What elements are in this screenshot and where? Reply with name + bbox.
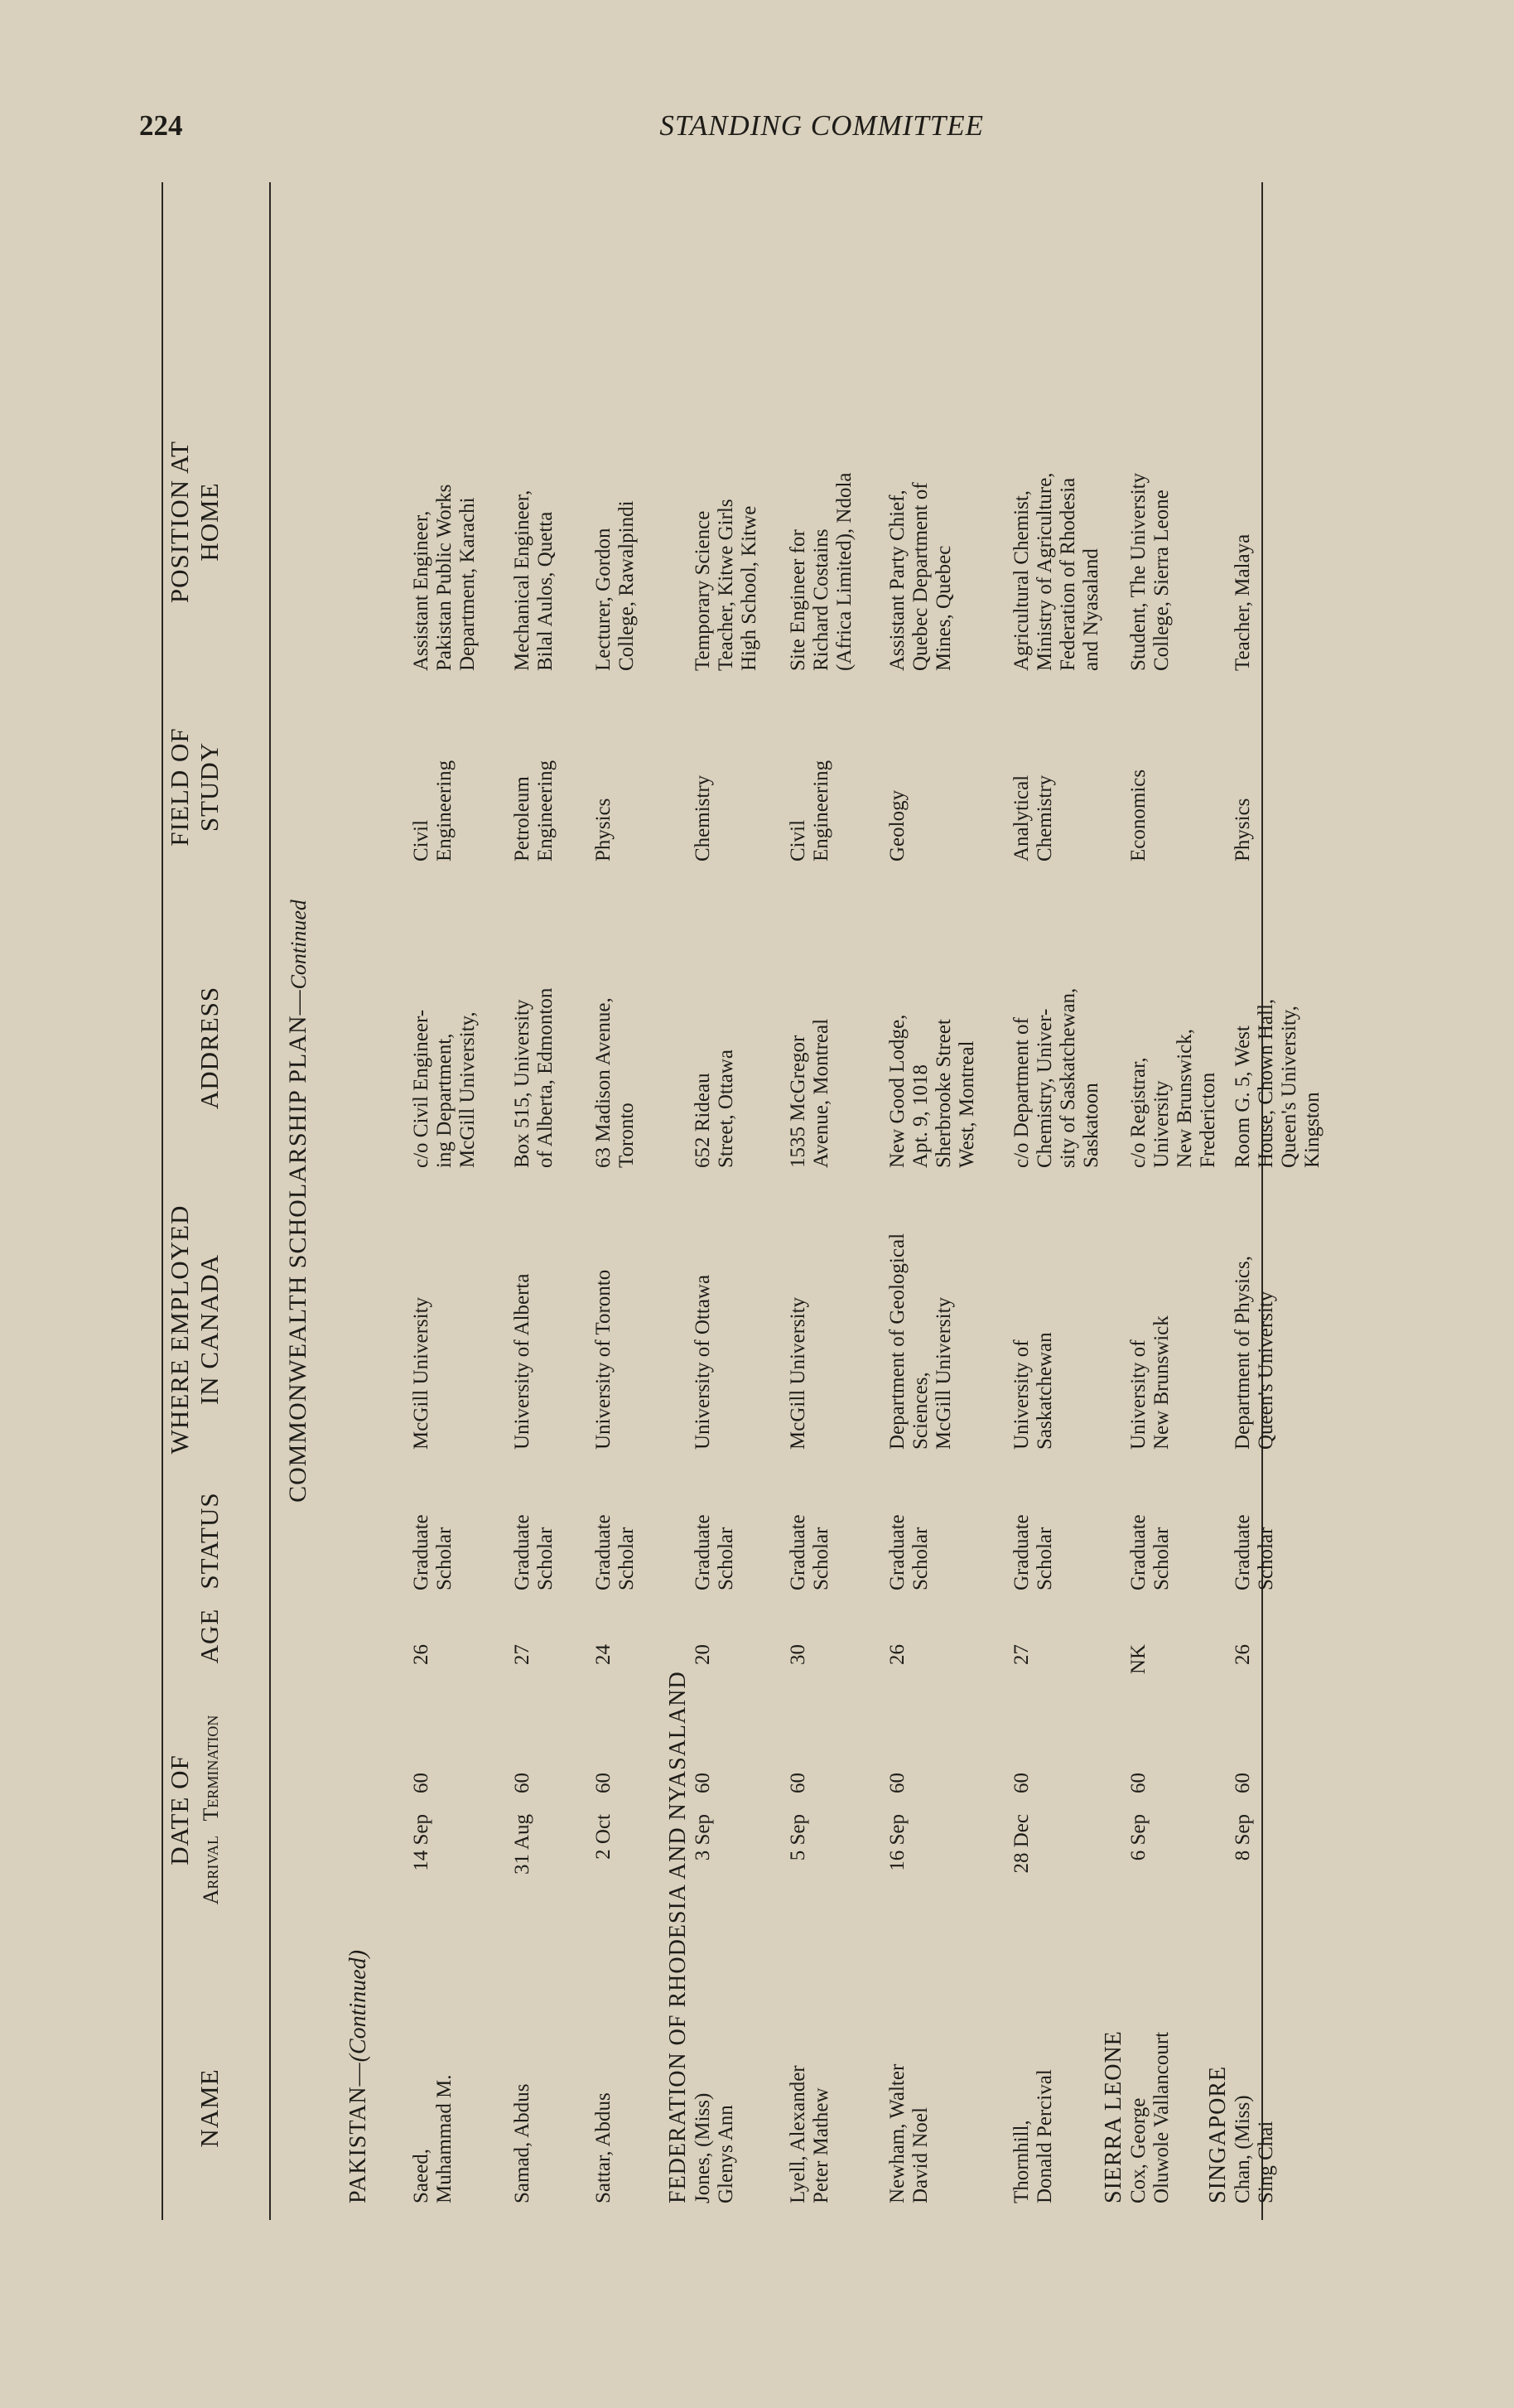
cell-arrival: 3 Sep bbox=[692, 1814, 714, 1861]
section-title: SIERRA LEONE bbox=[1101, 2030, 1126, 2203]
cell-field: Petroleum Engineering bbox=[511, 760, 557, 861]
cell-where: Department of Geological Sciences, McGill University bbox=[886, 1233, 955, 1450]
cell-address: c/o Civil Engineer- ing Department, McGill University, bbox=[410, 1009, 479, 1168]
cell-position: Assistant Engineer, Pakistan Public Works Department, Karachi bbox=[410, 484, 479, 671]
header-termination: Termination bbox=[199, 1715, 223, 1822]
cell-field: Physics bbox=[592, 798, 615, 861]
page-header bbox=[0, 109, 1514, 159]
header-status: STATUS bbox=[195, 1492, 224, 1590]
cell-age: 27 bbox=[511, 1644, 533, 1665]
page-number: 224 bbox=[139, 109, 183, 142]
cell-address: 652 Rideau Street, Ottawa bbox=[692, 1049, 737, 1168]
cell-position: Student, The University College, Sierra Leone bbox=[1127, 472, 1173, 671]
cell-age: 26 bbox=[886, 1644, 909, 1665]
header-age: AGE bbox=[195, 1608, 224, 1664]
cell-status: Graduate Scholar bbox=[592, 1514, 638, 1590]
section-heading bbox=[1101, 2030, 1127, 2203]
cell-termination: 60 bbox=[692, 1773, 714, 1793]
section-title: PAKISTAN— bbox=[345, 2062, 371, 2203]
cell-field: Civil Engineering bbox=[787, 760, 832, 861]
header-position: POSITION AT HOME bbox=[165, 440, 224, 604]
header-field: FIELD OF STUDY bbox=[165, 727, 224, 847]
cell-address: 63 Madison Avenue, Toronto bbox=[592, 997, 638, 1168]
cell-termination: 60 bbox=[1010, 1773, 1033, 1793]
cell-field: Chemistry bbox=[692, 775, 714, 861]
cell-age: NK bbox=[1127, 1644, 1150, 1675]
cell-where: McGill University bbox=[787, 1296, 809, 1450]
cell-status: Graduate Scholar bbox=[886, 1514, 932, 1590]
cell-arrival: 16 Sep bbox=[886, 1814, 909, 1871]
cell-field: Economics bbox=[1127, 769, 1150, 861]
cell-address: Room G. 5, West House, Chown Hall, Queen's University, Kingston bbox=[1232, 998, 1324, 1168]
cell-field: Physics bbox=[1232, 798, 1254, 861]
cell-status: Graduate Scholar bbox=[1127, 1514, 1173, 1590]
cell-status: Graduate Scholar bbox=[787, 1514, 832, 1590]
cell-position: Assistant Party Chief, Quebec Department of Mines, Quebec bbox=[886, 482, 955, 671]
cell-position: Lecturer, Gordon College, Rawalpindi bbox=[592, 500, 638, 671]
cell-where: University of Saskatchewan bbox=[1010, 1332, 1056, 1450]
plan-band-title: COMMONWEALTH SCHOLARSHIP PLAN— bbox=[284, 989, 311, 1503]
cell-termination: 60 bbox=[592, 1773, 615, 1793]
cell-address: Box 515, University of Alberta, Edmonton bbox=[511, 987, 557, 1168]
cell-termination: 60 bbox=[787, 1773, 809, 1793]
cell-name: Newham, Walter David Noel bbox=[886, 2063, 932, 2203]
cell-name: Cox, George Oluwole Vallancourt bbox=[1127, 2031, 1173, 2203]
cell-name: Chan, (Miss) Sing Chai bbox=[1232, 2095, 1277, 2203]
cell-arrival: 8 Sep bbox=[1232, 1814, 1254, 1861]
cell-name: Jones, (Miss) Glenys Ann bbox=[692, 2092, 737, 2203]
cell-address: c/o Registrar, University New Brunswick, Fredericton bbox=[1127, 1028, 1219, 1168]
header-where-employed: WHERE EMPLOYED IN CANADA bbox=[165, 1204, 224, 1455]
cell-position: Teacher, Malaya bbox=[1232, 533, 1254, 671]
top-rule bbox=[162, 182, 163, 2220]
header-address: ADDRESS bbox=[195, 986, 224, 1110]
cell-name: Sattar, Abdus bbox=[592, 2092, 615, 2203]
header-arrival: Arrival bbox=[199, 1835, 223, 1905]
header-name: NAME bbox=[195, 2068, 224, 2148]
running-title: STANDING COMMITTEE bbox=[659, 109, 984, 142]
cell-termination: 60 bbox=[511, 1773, 533, 1793]
cell-address: New Good Lodge, Apt. 9, 1018 Sherbrooke Street West, Montreal bbox=[886, 1014, 978, 1168]
cell-age: 30 bbox=[787, 1644, 809, 1665]
cell-status: Graduate Scholar bbox=[1010, 1514, 1056, 1590]
cell-termination: 60 bbox=[1127, 1773, 1150, 1793]
section-heading bbox=[345, 1950, 372, 2203]
cell-name: Thornhill, Donald Percival bbox=[1010, 2069, 1056, 2203]
section-continued: (Continued) bbox=[345, 1950, 371, 2063]
cell-address: 1535 McGregor Avenue, Montreal bbox=[787, 1018, 832, 1168]
section-title: SINGAPORE bbox=[1205, 2065, 1231, 2203]
cell-age: 20 bbox=[692, 1644, 714, 1665]
cell-arrival: 6 Sep bbox=[1127, 1814, 1150, 1861]
cell-where: McGill University bbox=[410, 1296, 432, 1450]
plan-band bbox=[284, 182, 312, 2220]
plan-band-continued: Continued bbox=[287, 900, 311, 990]
header-date-of: DATE OF bbox=[165, 1754, 194, 1865]
cell-where: University of New Brunswick bbox=[1127, 1315, 1173, 1450]
cell-age: 26 bbox=[410, 1644, 432, 1665]
cell-where: University of Ottawa bbox=[692, 1274, 714, 1450]
cell-position: Temporary Science Teacher, Kitwe Girls High School, Kitwe bbox=[692, 499, 760, 671]
cell-name: Samad, Abdus bbox=[511, 2083, 533, 2203]
cell-field: Civil Engineering bbox=[410, 760, 456, 861]
header-date-group bbox=[165, 1673, 226, 1947]
cell-age: 26 bbox=[1232, 1644, 1254, 1665]
cell-where: University of Alberta bbox=[511, 1273, 533, 1450]
cell-where: Department of Physics, Queen's University bbox=[1232, 1256, 1277, 1450]
rotated-table bbox=[162, 182, 1324, 2220]
section-title: FEDERATION OF RHODESIA AND NYASALAND bbox=[665, 1671, 691, 2203]
cell-age: 27 bbox=[1010, 1644, 1033, 1665]
section-heading bbox=[665, 1671, 692, 2203]
cell-status: Graduate Scholar bbox=[692, 1514, 737, 1590]
cell-name: Lyell, Alexander Peter Mathew bbox=[787, 2065, 832, 2203]
cell-address: c/o Department of Chemistry, Univer- sity of Saskatchewan, Saskatoon bbox=[1010, 987, 1102, 1168]
cell-where: University of Toronto bbox=[592, 1269, 615, 1450]
section-heading bbox=[1205, 2066, 1232, 2203]
header-rule bbox=[269, 182, 271, 2220]
cell-field: Geology bbox=[886, 789, 909, 861]
cell-status: Graduate Scholar bbox=[410, 1514, 456, 1590]
cell-termination: 60 bbox=[410, 1773, 432, 1793]
cell-arrival: 31 Aug bbox=[511, 1814, 533, 1875]
cell-position: Site Engineer for Richard Costains (Africa Limited), Ndola bbox=[787, 472, 856, 671]
cell-field: Analytical Chemistry bbox=[1010, 775, 1056, 861]
cell-status: Graduate Scholar bbox=[1232, 1514, 1277, 1590]
cell-name: Saeed, Muhammad M. bbox=[410, 2074, 456, 2203]
cell-termination: 60 bbox=[886, 1773, 909, 1793]
cell-arrival: 2 Oct bbox=[592, 1814, 615, 1860]
header-date-sub bbox=[195, 1673, 226, 1947]
cell-arrival: 28 Dec bbox=[1010, 1814, 1033, 1874]
cell-status: Graduate Scholar bbox=[511, 1514, 557, 1590]
cell-age: 24 bbox=[592, 1644, 615, 1665]
cell-position: Agricultural Chemist, Ministry of Agriculture, Federation of Rhodesia and Nyasaland bbox=[1010, 472, 1102, 671]
cell-arrival: 14 Sep bbox=[410, 1814, 432, 1871]
cell-position: Mechanical Engineer, Bilal Aulos, Quetta bbox=[511, 490, 557, 671]
cell-arrival: 5 Sep bbox=[787, 1814, 809, 1861]
cell-termination: 60 bbox=[1232, 1773, 1254, 1793]
